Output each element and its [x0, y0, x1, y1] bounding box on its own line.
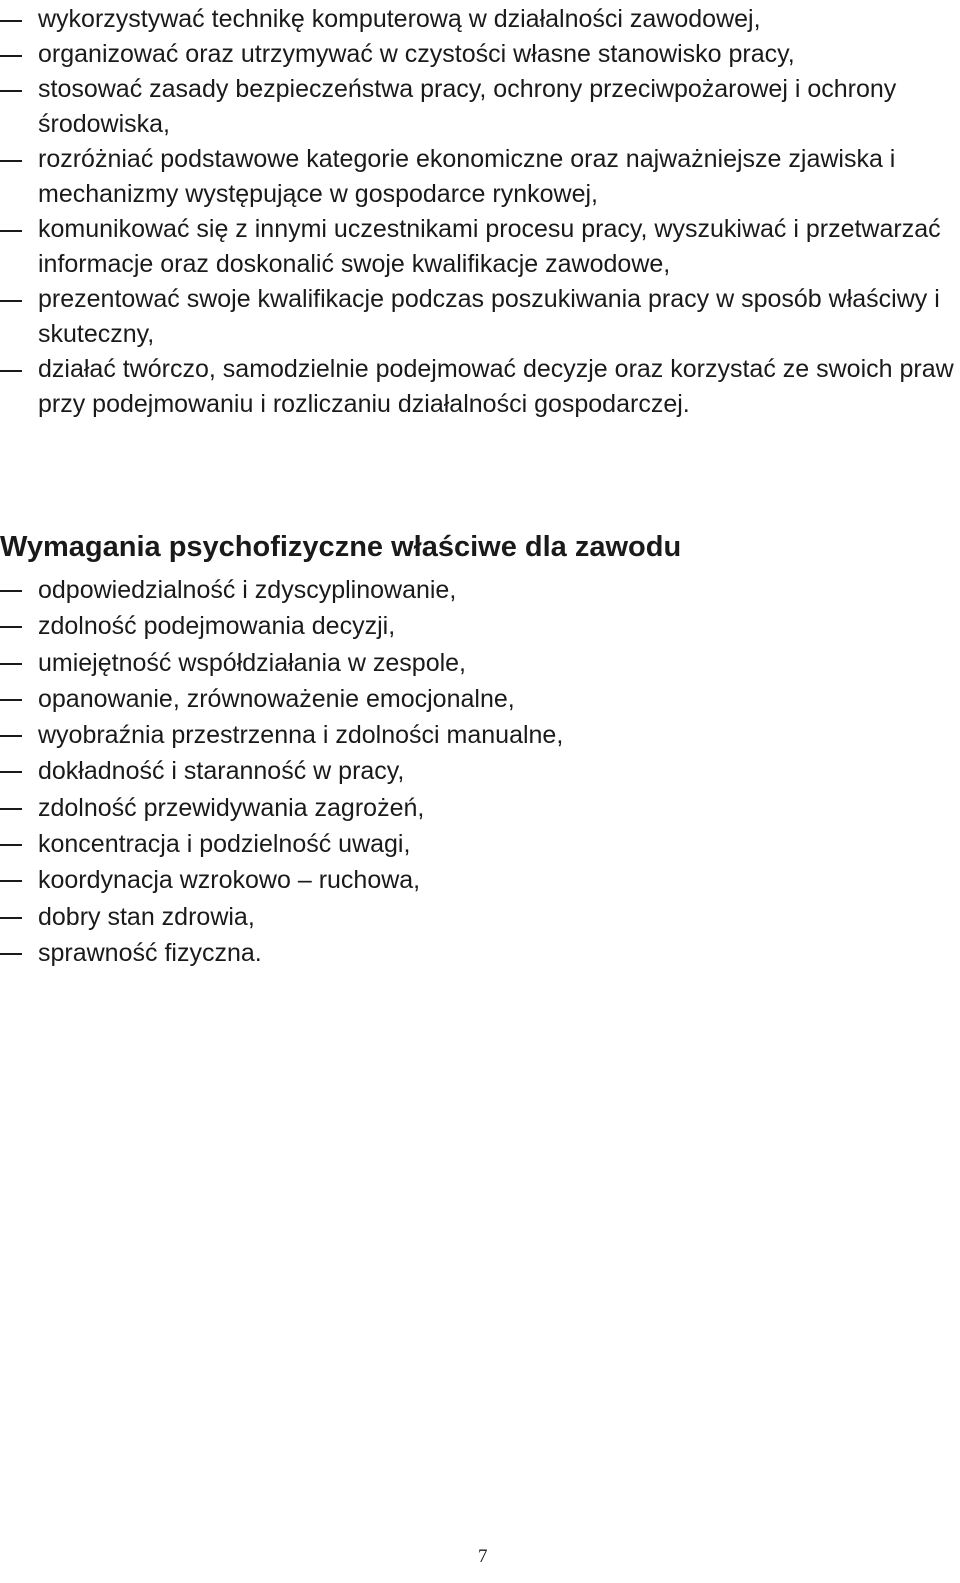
- list-item-text: działać twórczo, samodzielnie podejmować decyzje oraz korzystać ze swoich praw przy podejmowaniu i rozliczaniu działalności gospodarczej.: [38, 355, 954, 418]
- list-item: [0, 282, 960, 352]
- section-heading: Wymagania psychofizyczne właściwe dla zawodu: [0, 531, 682, 563]
- list-item: [0, 790, 960, 826]
- list-item-text: dokładność i staranność w pracy,: [38, 757, 405, 786]
- list-item: [0, 681, 960, 717]
- list-item: [0, 572, 960, 608]
- list-item: [0, 935, 960, 971]
- list-item: [0, 753, 960, 789]
- list-item-text: dobry stan zdrowia,: [38, 902, 255, 931]
- list-item: [0, 37, 960, 72]
- list-item-text: wykorzystywać technikę komputerową w działalności zawodowej,: [38, 5, 761, 33]
- list-item: [0, 645, 960, 681]
- list-item: [0, 352, 960, 422]
- list-item: [0, 212, 960, 282]
- list-item-text: koordynacja wzrokowo – ruchowa,: [38, 866, 421, 895]
- list-item-text: organizować oraz utrzymywać w czystości własne stanowisko pracy,: [38, 40, 795, 68]
- list-item-text: koncentracja i podzielność uwagi,: [38, 830, 411, 859]
- list-item: [0, 826, 960, 862]
- list-item-text: rozróżniać podstawowe kategorie ekonomiczne oraz najważniejsze zjawiska i mechanizmy występujące w gospodarce rynkowej,: [38, 145, 896, 208]
- list-item-text: prezentować swoje kwalifikacje podczas poszukiwania pracy w sposób właściwy i skuteczny,: [38, 285, 940, 348]
- list-item: [0, 72, 960, 142]
- skills-list: [0, 2, 960, 422]
- list-item-text: komunikować się z innymi uczestnikami procesu pracy, wyszukiwać i przetwarzać informacje oraz doskonalić swoje kwalifikacje zawodowe,: [38, 215, 941, 278]
- list-item: [0, 2, 960, 37]
- list-item-text: odpowiedzialność i zdyscyplinowanie,: [38, 576, 457, 604]
- list-item-text: wyobraźnia przestrzenna i zdolności manualne,: [38, 721, 564, 750]
- page-number: 7: [478, 1546, 488, 1567]
- list-item-text: opanowanie, zrównoważenie emocjonalne,: [38, 684, 515, 713]
- list-item: [0, 862, 960, 898]
- psychophysical-requirements-list: [0, 572, 960, 971]
- list-item-text: zdolność podejmowania decyzji,: [38, 612, 396, 641]
- list-item-text: umiejętność współdziałania w zespole,: [38, 648, 467, 677]
- list-item: [0, 142, 960, 212]
- list-item: [0, 899, 960, 935]
- list-item-text: stosować zasady bezpieczeństwa pracy, ochrony przeciwpożarowej i ochrony środowiska,: [38, 75, 897, 138]
- list-item: [0, 717, 960, 753]
- list-item-text: zdolność przewidywania zagrożeń,: [38, 793, 425, 822]
- list-item-text: sprawność fizyczna.: [38, 938, 262, 967]
- list-item: [0, 608, 960, 644]
